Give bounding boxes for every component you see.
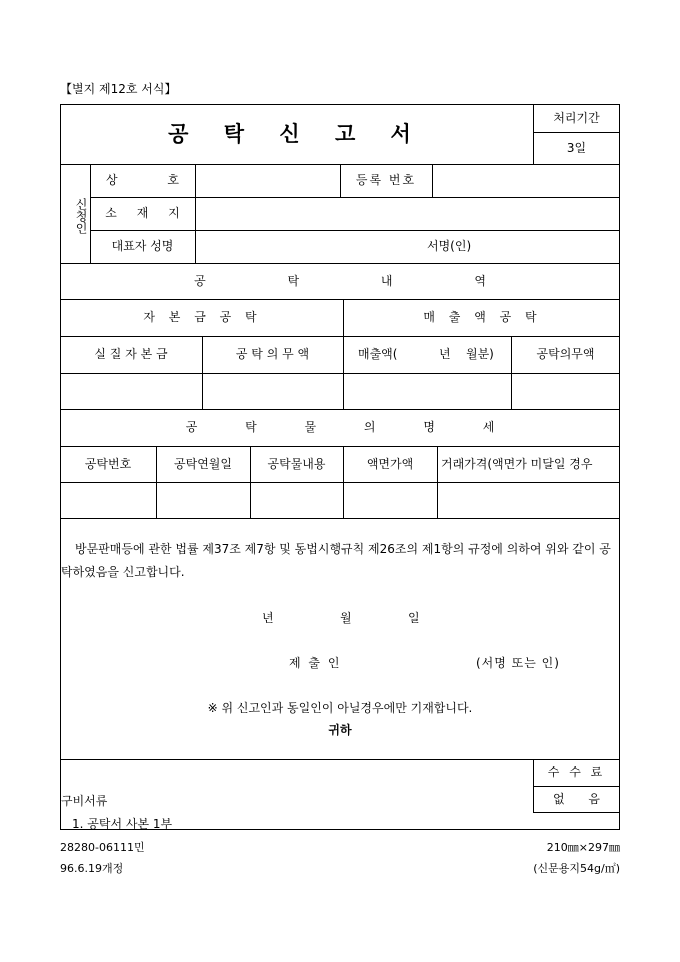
rep-signature-label: 서명(인) <box>427 239 472 253</box>
address-field[interactable] <box>196 199 618 229</box>
col-capital-obligation: 공 탁 의 무 액 <box>235 347 310 361</box>
applicant-group-label: 신청인 <box>74 198 88 234</box>
required-docs-label: 구비서류 <box>61 794 108 808</box>
deposit-items-heading: 공 탁 물 의 명 세 <box>185 420 495 434</box>
address-label: 소 재 지 <box>105 206 180 220</box>
declaration-text: 방문판매등에 관한 법률 제37조 제7항 및 동법시행규칙 제26조의 제1항의 규정에 의하여 위와 같이 공탁하였음을 신고합니다. <box>61 542 611 579</box>
deposit-content-field[interactable] <box>251 483 342 517</box>
trade-price-field[interactable] <box>438 483 619 517</box>
deposit-number-field[interactable] <box>61 483 155 517</box>
sales-obligation-field[interactable] <box>512 374 619 408</box>
date-year-label: 년 <box>262 611 274 625</box>
col-deposit-date: 공탁연월일 <box>174 457 232 471</box>
paid-capital-field[interactable] <box>61 374 201 408</box>
fee-value: 없 음 <box>553 792 600 806</box>
sales-amount-field[interactable] <box>344 374 510 408</box>
capital-obligation-field[interactable] <box>203 374 342 408</box>
col-face-value: 액면가액 <box>366 457 414 471</box>
revision-date: 96.6.19개정 <box>60 862 124 875</box>
col-deposit-content: 공탁물내용 <box>267 457 326 471</box>
submitter-label: 제 출 인 <box>289 656 342 670</box>
required-doc-item: 1. 공탁서 사본 1부 <box>72 817 173 831</box>
paper-type: (신문용지54g/㎡) <box>533 862 620 875</box>
rep-name-field[interactable] <box>196 232 426 262</box>
rep-name-label: 대표자 성명 <box>111 239 174 253</box>
date-month-label: 월 <box>340 611 352 625</box>
form-number-label: 【별지 제12호 서식】 <box>60 82 177 96</box>
reg-no-label: 등록 번호 <box>355 173 417 187</box>
capital-deposit-heading: 자 본 금 공 탁 <box>143 310 260 324</box>
processing-period-label: 처리기간 <box>553 111 600 125</box>
form-code: 28280-06111민 <box>60 841 145 854</box>
processing-period-value: 3일 <box>566 141 587 155</box>
reg-no-field[interactable] <box>433 166 618 196</box>
trade-name-label: 상 호 <box>106 173 179 187</box>
col-paid-capital: 실 질 자 본 금 <box>94 347 168 361</box>
col-sales-obligation: 공탁의무액 <box>536 347 595 361</box>
date-day-label: 일 <box>408 611 420 625</box>
sales-deposit-heading: 매 출 액 공 탁 <box>423 310 540 324</box>
deposit-date-field[interactable] <box>157 483 249 517</box>
deposit-details-heading: 공 탁 내 역 <box>194 274 486 288</box>
col-sales-year: 년 <box>439 347 451 361</box>
submitter-sign-label: (서명 또는 인) <box>476 656 560 670</box>
paper-size: 210㎜×297㎜ <box>546 841 620 854</box>
addressee-label: 귀하 <box>328 723 352 737</box>
col-trade-price: 거래가격(액면가 미달일 경우 <box>441 457 593 471</box>
col-sales-amount: 매출액( <box>358 347 398 361</box>
form-title: 공 탁 신 고 서 <box>168 121 425 146</box>
col-sales-month: 월분) <box>466 347 494 361</box>
col-deposit-number: 공탁번호 <box>84 457 132 471</box>
face-value-field[interactable] <box>344 483 436 517</box>
note-text: ※ 위 신고인과 동일인이 아닐경우에만 기재합니다. <box>207 701 473 715</box>
fee-label: 수 수 료 <box>547 765 606 779</box>
trade-name-field[interactable] <box>196 166 339 196</box>
